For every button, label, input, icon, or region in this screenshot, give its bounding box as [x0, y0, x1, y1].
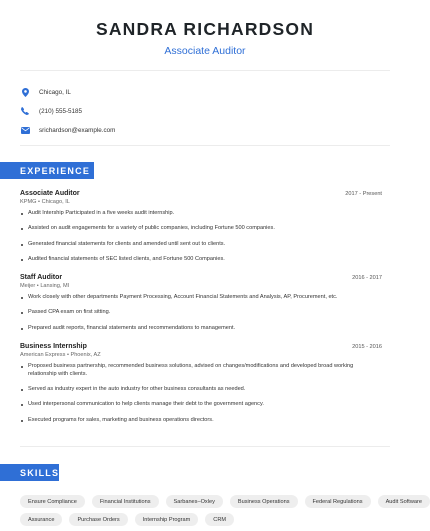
skill-chip: Business Operations — [230, 495, 298, 508]
contact-email — [20, 121, 115, 139]
skill-chip: Sarbanes–Oxley — [166, 495, 223, 508]
job-company: KPMG — [20, 199, 37, 205]
skill-chip: Internship Program — [135, 513, 199, 526]
skill-chip: Assurance — [20, 513, 62, 526]
job-location: Phoenix, AZ — [70, 352, 101, 358]
job-bullets — [20, 210, 382, 264]
phone-text: (210) 555-5185 — [39, 107, 83, 115]
header-divider — [20, 70, 390, 71]
skills-heading: SKILLS — [0, 464, 59, 481]
map-pin-icon — [20, 87, 30, 97]
job-bullets — [20, 363, 382, 424]
separator-dot: • — [36, 283, 41, 289]
experience-entry — [20, 190, 382, 272]
separator-dot: • — [38, 199, 42, 205]
job-bullet: Used interpersonal communication to help clients manage their debt to the government agency. — [20, 401, 382, 409]
envelope-icon — [20, 125, 30, 135]
job-company-line — [20, 352, 382, 358]
skill-chip: Ensure Compliance — [20, 495, 85, 508]
job-role: Business Internship — [20, 343, 87, 350]
experience-entry — [20, 343, 382, 432]
contact-block — [20, 83, 115, 140]
job-bullet: Assisted on audit engagements for a variety of public companies, including Fortune 500 companies. — [20, 225, 382, 233]
contact-phone — [20, 102, 115, 120]
skill-chip: Audit Software — [378, 495, 430, 508]
skill-chip: Financial Institutions — [92, 495, 159, 508]
job-dates: 2015 - 2016 — [352, 344, 382, 350]
contact-location — [20, 83, 115, 101]
job-company-line — [20, 199, 382, 205]
job-role: Associate Auditor — [20, 190, 80, 197]
experience-entry — [20, 274, 382, 340]
job-company: American Express — [20, 352, 66, 358]
separator-dot: • — [66, 352, 71, 358]
experience-divider — [20, 446, 390, 447]
job-bullet: Audit Intership Participated in a five weeks audit internship. — [20, 210, 382, 218]
job-bullet: Work closely with other departments Payment Processing, Account Financial Statements and Analysis, AP, Procurement, etc. — [20, 294, 382, 302]
location-text: Chicago, IL — [39, 88, 71, 96]
job-location: Chicago, IL — [41, 199, 70, 205]
phone-icon — [20, 106, 30, 116]
job-company: Meijer — [20, 283, 36, 289]
job-bullet: Served as industry expert in the auto industry for other business consultants as needed. — [20, 386, 382, 394]
job-bullet: Passed CPA exam on first sitting. — [20, 309, 382, 317]
skill-chip: Federal Regulations — [305, 495, 371, 508]
email-text: srichardson@example.com — [39, 126, 116, 134]
job-dates: 2017 - Present — [345, 191, 382, 197]
job-bullets — [20, 294, 382, 332]
contact-divider — [20, 145, 390, 146]
job-bullet: Prepared audit reports, financial statements and recommendations to management. — [20, 325, 382, 333]
job-dates: 2016 - 2017 — [352, 275, 382, 281]
skill-chip: CRM — [205, 513, 234, 526]
job-role: Staff Auditor — [20, 274, 63, 281]
skills-row — [20, 513, 392, 526]
candidate-title: Associate Auditor — [164, 45, 246, 57]
resume-header — [0, 0, 410, 58]
skills-list — [20, 495, 422, 531]
job-company-line — [20, 283, 382, 289]
candidate-name: SANDRA RICHARDSON — [95, 19, 315, 39]
skill-chip: Purchase Orders — [69, 513, 127, 526]
experience-heading: EXPERIENCE — [0, 162, 94, 179]
job-bullet: Audited financial statements of SEC listed clients, and Fortune 500 Companies. — [20, 256, 382, 264]
job-bullet: Generated financial statements for clients and amended until sent out to clients. — [20, 241, 382, 249]
job-location: Lansing, MI — [40, 283, 70, 289]
job-bullet: Executed programs for sales, marketing and business operations directors. — [20, 417, 382, 425]
job-bullet: Proposed business partnership, recommended business solutions, advised on changes/modifications and developed broad working relationship with clients. — [20, 363, 382, 378]
skills-row — [20, 495, 422, 508]
